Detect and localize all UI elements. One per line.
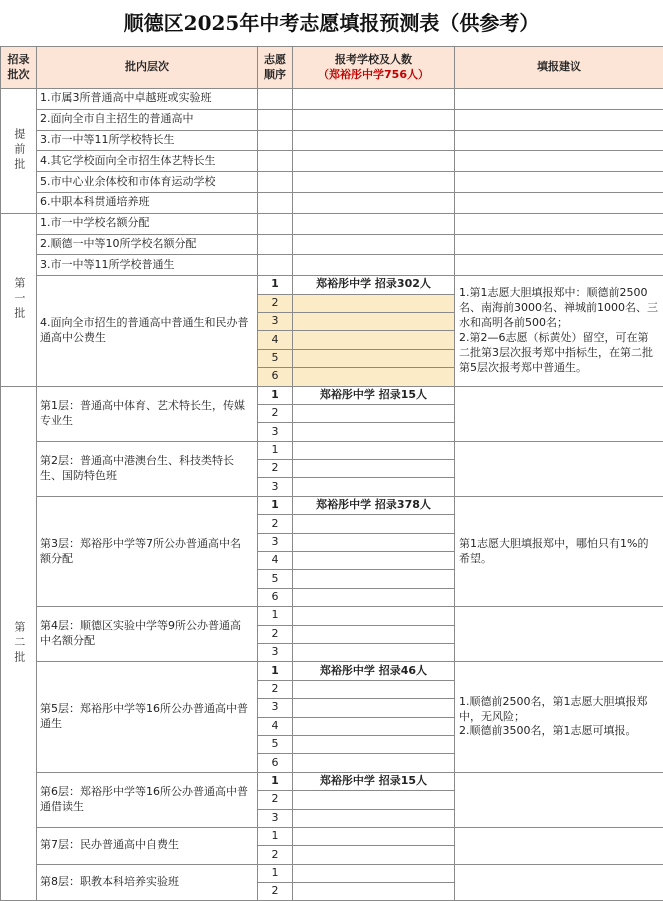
school-cell[interactable] <box>293 460 455 478</box>
school-cell[interactable] <box>293 172 455 193</box>
advice-cell[interactable] <box>455 234 663 255</box>
advice-cell[interactable] <box>455 130 663 151</box>
order-number: 3 <box>258 643 293 661</box>
school-cell-highlight[interactable] <box>293 312 455 330</box>
batch-early: 提前批 <box>1 89 37 214</box>
table-row <box>1 130 663 151</box>
tier-cell: 5.市中心业余体校和市体育运动学校 <box>37 172 258 193</box>
order-number: 1 <box>258 607 293 625</box>
school-cell-highlight[interactable] <box>293 368 455 386</box>
tier-cell: 第8层：职教本科培养实验班 <box>37 864 258 901</box>
order-cell[interactable] <box>258 192 293 213</box>
order-number: 6 <box>258 754 293 772</box>
school-cell[interactable] <box>293 699 455 717</box>
order-number: 3 <box>258 809 293 827</box>
header-school-quota: （郑裕彤中学756人） <box>293 68 454 83</box>
order-number: 5 <box>258 735 293 753</box>
order-number: 2 <box>258 515 293 533</box>
order-number: 3 <box>258 478 293 496</box>
school-cell[interactable]: 郑裕彤中学 招录15人 <box>293 772 455 790</box>
school-cell[interactable]: 郑裕彤中学 招录46人 <box>293 662 455 680</box>
advice-cell: 1.顺德前2500名，第1志愿大胆填报郑中，无风险； 2.顺德前3500名，第1志愿可填报。 <box>455 662 663 772</box>
tier-cell: 第4层：顺德区实验中学等9所公办普通高中名额分配 <box>37 607 258 662</box>
tier-cell: 3.市一中等11所学校特长生 <box>37 130 258 151</box>
header-school-label: 报考学校及人数 <box>293 53 454 68</box>
tier-cell: 第1层：普通高中体育、艺术特长生，传媒专业生 <box>37 386 258 441</box>
order-number: 2 <box>258 680 293 698</box>
order-number: 5 <box>258 570 293 588</box>
table-row <box>1 109 663 130</box>
header-school <box>293 47 455 89</box>
school-cell[interactable] <box>293 552 455 570</box>
school-cell[interactable] <box>293 89 455 110</box>
advice-cell[interactable] <box>455 827 663 864</box>
tier-cell: 第5层：郑裕彤中学等16所公办普通高中普通生 <box>37 662 258 772</box>
school-cell[interactable] <box>293 515 455 533</box>
table-row <box>1 47 663 89</box>
school-cell[interactable] <box>293 109 455 130</box>
tier-cell: 1.市一中学校名额分配 <box>37 213 258 234</box>
page-title: 顺德区2025年中考志愿填报预测表（供参考） <box>0 0 663 46</box>
table-row <box>1 864 663 882</box>
table-row <box>1 386 663 404</box>
table-row <box>1 772 663 790</box>
header-tier: 批内层次 <box>37 47 258 89</box>
order-number: 2 <box>258 460 293 478</box>
tier-cell: 2.面向全市自主招生的普通高中 <box>37 109 258 130</box>
school-cell[interactable] <box>293 735 455 753</box>
school-cell[interactable] <box>293 533 455 551</box>
school-cell-highlight[interactable] <box>293 294 455 312</box>
order-number: 4 <box>258 331 293 349</box>
header-order: 志愿 顺序 <box>258 47 293 89</box>
advice-cell[interactable] <box>455 172 663 193</box>
school-cell[interactable] <box>293 213 455 234</box>
order-number: 1 <box>258 772 293 790</box>
advice-cell[interactable] <box>455 255 663 276</box>
order-number: 3 <box>258 699 293 717</box>
school-cell[interactable] <box>293 846 455 864</box>
order-number: 2 <box>258 791 293 809</box>
school-cell[interactable] <box>293 680 455 698</box>
advice-cell[interactable] <box>455 109 663 130</box>
order-number: 1 <box>258 276 293 294</box>
school-cell[interactable] <box>293 192 455 213</box>
order-cell[interactable] <box>258 89 293 110</box>
order-number: 3 <box>258 312 293 330</box>
school-cell[interactable] <box>293 255 455 276</box>
order-number: 1 <box>258 864 293 882</box>
order-number: 2 <box>258 883 293 901</box>
order-number: 2 <box>258 404 293 422</box>
school-cell[interactable] <box>293 625 455 643</box>
tier-cell: 第2层：普通高中港澳台生、科技类特长生、国防特色班 <box>37 441 258 496</box>
batch-second: 第二批 <box>1 386 37 901</box>
order-cell[interactable] <box>258 151 293 172</box>
school-cell[interactable] <box>293 441 455 459</box>
order-cell[interactable] <box>258 172 293 193</box>
tier-cell: 2.顺德一中等10所学校名额分配 <box>37 234 258 255</box>
advice-cell[interactable] <box>455 192 663 213</box>
school-cell[interactable] <box>293 643 455 661</box>
table-row <box>1 827 663 845</box>
order-number: 1 <box>258 441 293 459</box>
table-row <box>1 441 663 459</box>
order-number: 3 <box>258 423 293 441</box>
order-number: 1 <box>258 662 293 680</box>
table-row <box>1 172 663 193</box>
school-cell[interactable] <box>293 404 455 422</box>
table-row <box>1 213 663 234</box>
table-row <box>1 496 663 514</box>
header-advice: 填报建议 <box>455 47 663 89</box>
tier-cell: 3.市一中等11所学校普通生 <box>37 255 258 276</box>
school-cell[interactable] <box>293 151 455 172</box>
school-cell[interactable]: 郑裕彤中学 招录15人 <box>293 386 455 404</box>
school-cell[interactable] <box>293 588 455 606</box>
school-cell[interactable] <box>293 234 455 255</box>
order-number: 4 <box>258 552 293 570</box>
school-cell[interactable] <box>293 754 455 772</box>
advice-cell[interactable] <box>455 89 663 110</box>
school-cell[interactable] <box>293 478 455 496</box>
school-cell[interactable] <box>293 864 455 882</box>
order-cell[interactable] <box>258 213 293 234</box>
order-number: 6 <box>258 368 293 386</box>
advice-cell[interactable] <box>455 772 663 827</box>
order-number: 1 <box>258 386 293 404</box>
tier-cell: 4.面向全市招生的普通高中普通生和民办普通高中公费生 <box>37 276 258 386</box>
school-cell[interactable] <box>293 717 455 735</box>
advice-cell: 1.第1志愿大胆填报郑中：顺德前2500名、南海前3000名、禅城前1000名、三水和高明各前500名； 2.第2—6志愿（标黄处）留空，可在第二批第3层次报考郑中指标生，在第二批第5层次报考郑中普通生。 <box>455 276 663 386</box>
batch-first: 第一批 <box>1 213 37 386</box>
table-row <box>1 89 663 110</box>
order-number: 1 <box>258 827 293 845</box>
tier-cell: 1.市属3所普通高中卓越班或实验班 <box>37 89 258 110</box>
tier-cell: 第6层：郑裕彤中学等16所公办普通高中普通借读生 <box>37 772 258 827</box>
school-cell[interactable] <box>293 130 455 151</box>
order-number: 2 <box>258 846 293 864</box>
school-cell-highlight[interactable] <box>293 349 455 367</box>
table-row <box>1 234 663 255</box>
advice-cell[interactable] <box>455 441 663 496</box>
order-number: 5 <box>258 349 293 367</box>
school-cell[interactable]: 郑裕彤中学 招录302人 <box>293 276 455 294</box>
tier-cell: 4.其它学校面向全市招生体艺特长生 <box>37 151 258 172</box>
advice-cell[interactable] <box>455 386 663 441</box>
school-cell[interactable] <box>293 809 455 827</box>
advice-cell[interactable] <box>455 151 663 172</box>
order-cell[interactable] <box>258 255 293 276</box>
table-row <box>1 192 663 213</box>
forecast-table <box>0 46 663 892</box>
order-number: 2 <box>258 625 293 643</box>
table-row <box>1 255 663 276</box>
table-row <box>1 151 663 172</box>
school-cell[interactable]: 郑裕彤中学 招录378人 <box>293 496 455 514</box>
order-cell[interactable] <box>258 234 293 255</box>
header-batch: 招录 批次 <box>1 47 37 89</box>
order-number: 2 <box>258 294 293 312</box>
order-number: 3 <box>258 533 293 551</box>
advice-cell[interactable] <box>455 864 663 901</box>
advice-cell[interactable] <box>455 607 663 662</box>
table-row <box>1 276 663 294</box>
advice-cell[interactable] <box>455 213 663 234</box>
school-cell[interactable] <box>293 791 455 809</box>
order-number: 4 <box>258 717 293 735</box>
tier-cell: 第7层：民办普通高中自费生 <box>37 827 258 864</box>
order-number: 1 <box>258 496 293 514</box>
tier-cell: 6.中职本科贯通培养班 <box>37 192 258 213</box>
school-cell-highlight[interactable] <box>293 331 455 349</box>
table-row <box>1 607 663 625</box>
order-number: 6 <box>258 588 293 606</box>
tier-cell: 第3层：郑裕彤中学等7所公办普通高中名额分配 <box>37 496 258 606</box>
school-cell[interactable] <box>293 827 455 845</box>
school-cell[interactable] <box>293 423 455 441</box>
advice-cell: 第1志愿大胆填报郑中，哪怕只有1%的希望。 <box>455 496 663 606</box>
table-row <box>1 662 663 680</box>
school-cell[interactable] <box>293 607 455 625</box>
order-cell[interactable] <box>258 130 293 151</box>
order-cell[interactable] <box>258 109 293 130</box>
school-cell[interactable] <box>293 570 455 588</box>
